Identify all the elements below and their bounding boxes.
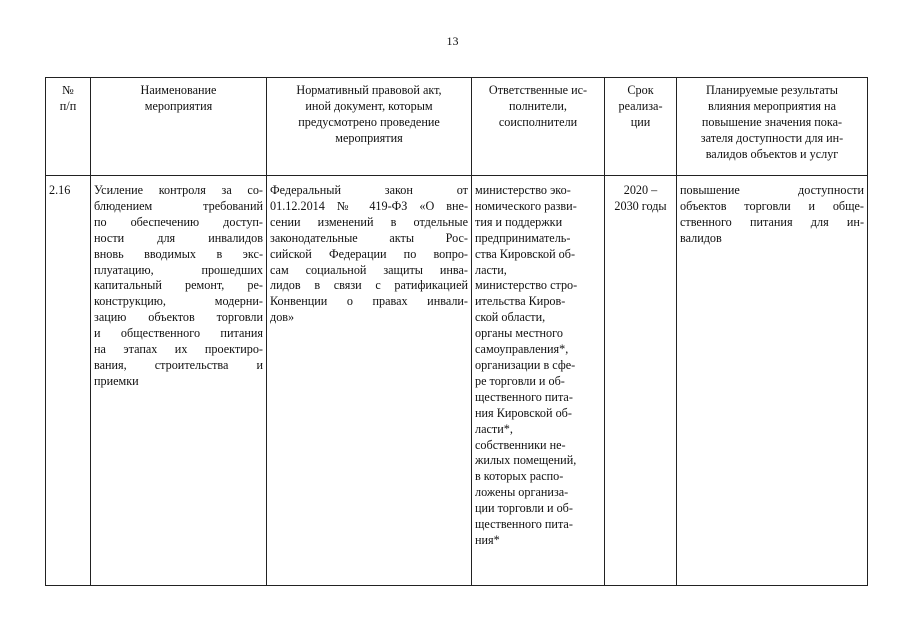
page-number: 13 [446,34,459,48]
text-line: реализа- [618,98,663,113]
text-line: самоуправления*, [475,342,569,357]
text-line: вновь вводимых в экс- [94,246,263,261]
text-line: по обеспечению доступ- [94,214,263,229]
text-line: сийской Федерации по вопро- [270,246,468,261]
text-line: полнители, [509,98,567,113]
text-line: ности для инвалидов [94,230,263,245]
text-line: жилых помещений, [475,453,577,468]
text-line: конструкцию, модерни- [94,294,263,309]
text-line: ственного питания для ин- [680,214,864,229]
text-line: ния Кировской об- [475,405,572,420]
text-line: собственники не- [475,437,566,452]
text-line: Срок [627,83,654,97]
text-line: щественного пита- [475,517,573,532]
cell-name [91,176,267,586]
text-line: организации в сфе- [475,357,576,372]
text-line: п/п [59,98,77,113]
text-line: мероприятия [144,98,213,113]
text-line: ния* [475,532,500,547]
header-results [677,78,868,176]
text-line: ции [630,114,651,129]
text-line: № [62,83,74,97]
text-line: влияния мероприятия на [708,98,836,113]
text-line: органы местного [475,326,563,341]
text-line: ласти*, [475,421,513,436]
cell-term [605,176,677,586]
text-line: Наименование [140,83,217,97]
text-line: на этапах их проектиро- [94,342,263,357]
text-line: капитальный ремонт, ре- [94,278,263,293]
text-line: номического разви- [475,198,577,213]
text-line: предприниматель- [475,230,571,245]
text-line: министерство эко- [475,183,571,197]
text-line: 2030 годы [614,198,667,213]
text-line: лидов в связи с ратификацией [270,278,468,293]
text-line: законодательные акты Рос- [270,230,468,245]
text-line: Планируемые результаты [706,83,838,97]
text-line: вания, строительства и [94,357,263,372]
text-line: министерство стро- [475,278,578,293]
text-line: и общественного питания [94,326,263,341]
text-line: плуатацию, прошедших [94,262,263,277]
text-line: тия и поддержки [475,214,563,229]
text-line: иной документ, которым [305,98,433,113]
cell-act [267,176,472,586]
text-line: дов» [270,310,295,325]
text-line: 2.16 [49,183,71,197]
text-line: приемки [94,373,139,388]
text-line: валидов [680,230,722,245]
text-line: блюдением требований [94,198,263,213]
text-line: объектов торговли и обще- [680,198,864,213]
header-name [91,78,267,176]
text-line: повышение значения пока- [701,114,843,129]
text-line: предусмотрено проведение [298,114,440,129]
measures-table [45,77,868,586]
cell-executors [472,176,605,586]
text-line: ства Кировской об- [475,246,576,261]
text-line: повышение доступности [680,183,864,197]
header-act [267,78,472,176]
header-number [46,78,91,176]
text-line: ре торговли и об- [475,373,565,388]
text-line: сам социальной защиты инва- [270,262,468,277]
text-line: ительства Киров- [475,294,566,309]
text-line: щественного пита- [475,389,573,404]
text-line: ласти, [475,262,507,277]
text-line: сении изменений в отдельные [270,214,468,229]
text-line: Федеральный закон от [270,183,468,197]
table-row [46,176,868,586]
table-header-row [46,78,868,176]
text-line: Ответственные ис- [488,83,588,97]
text-line: валидов объектов и услуг [705,146,839,161]
text-line: соисполнители [498,114,578,129]
text-line: в которых распо- [475,469,564,484]
text-line: ской области, [475,310,546,325]
header-term [605,78,677,176]
text-line: ции торговли и об- [475,501,573,516]
text-line: Конвенции о правах инвали- [270,294,468,309]
text-line: зацию объектов торговли [94,310,263,325]
cell-number [46,176,91,586]
text-line: 2020 – [623,183,658,197]
header-executors [472,78,605,176]
text-line: мероприятия [335,130,403,145]
text-line: Усиление контроля за со- [94,183,263,197]
text-line: зателя доступности для ин- [700,130,844,145]
text-line: Нормативный правовой акт, [296,83,442,97]
text-line: 01.12.2014 № 419-ФЗ «О вне- [270,198,468,213]
cell-results [677,176,868,586]
text-line: ложены организа- [475,485,569,500]
